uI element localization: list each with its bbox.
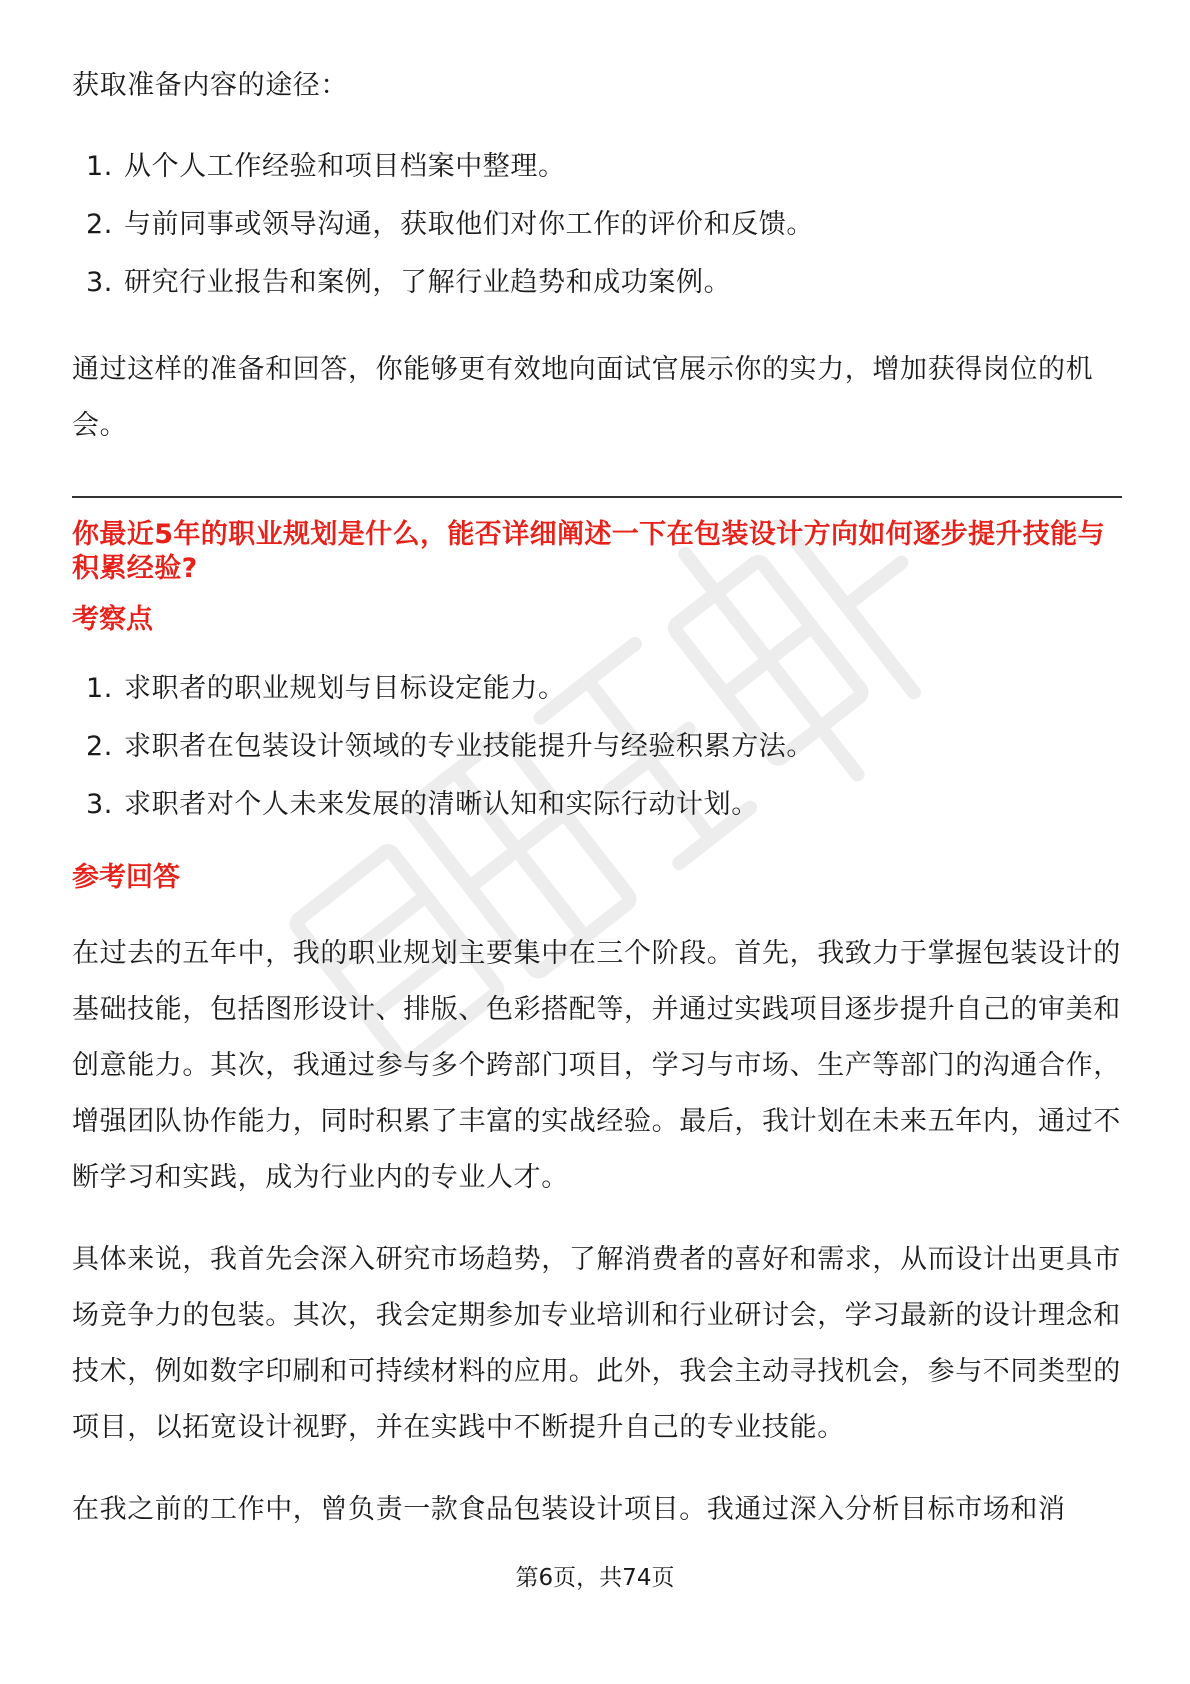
answer-paragraph: 在我之前的工作中，曾负责一款食品包装设计项目。我通过深入分析目标市场和消 (72, 1494, 1066, 1525)
focus-heading: 考察点 (72, 604, 153, 635)
focus-list (72, 660, 1122, 834)
list-item-number: 1. (86, 673, 113, 704)
list-item-text: 从个人工作经验和项目档案中整理。 (124, 151, 566, 182)
list-item (72, 718, 1122, 776)
list-item-text: 求职者对个人未来发展的清晰认知和实际行动计划。 (124, 789, 759, 820)
list-item (72, 196, 1122, 254)
intro-lead: 获取准备内容的途径： (72, 70, 348, 101)
list-item-number: 3. (86, 789, 113, 820)
list-item (72, 254, 1122, 312)
list-item-text: 求职者在包装设计领域的专业技能提升与经验积累方法。 (124, 731, 814, 762)
list-item-number: 1. (86, 151, 113, 182)
section-divider (72, 496, 1122, 498)
prep-sources-list (72, 138, 1122, 312)
answer-paragraph: 具体来说，我首先会深入研究市场趋势，了解消费者的喜好和需求，从而设计出更具市场竞争力的包装。其次，我会定期参加专业培训和行业研讨会，学习最新的设计理念和技术，例如数字印刷和可持续材料的应用。此外，我会主动寻找机会，参与不同类型的项目，以拓宽设计视野，并在实践中不断提升自己的专业技能。 (72, 1244, 1121, 1443)
list-item-text: 求职者的职业规划与目标设定能力。 (124, 673, 566, 704)
list-item-text: 研究行业报告和案例，了解行业趋势和成功案例。 (124, 267, 732, 298)
question-title: 你最近5年的职业规划是什么，能否详细阐述一下在包装设计方向如何逐步提升技能与积累经验? (72, 519, 1105, 584)
intro-closing: 通过这样的准备和回答，你能够更有效地向面试官展示你的实力，增加获得岗位的机会。 (72, 354, 1094, 441)
list-item-number: 3. (86, 267, 113, 298)
list-item (72, 660, 1122, 718)
list-item-number: 2. (86, 731, 113, 762)
list-item-text: 与前同事或领导沟通，获取他们对你工作的评价和反馈。 (124, 209, 814, 240)
answer-paragraph: 在过去的五年中，我的职业规划主要集中在三个阶段。首先，我致力于掌握包装设计的基础技能，包括图形设计、排版、色彩搭配等，并通过实践项目逐步提升自己的审美和创意能力。其次，我通过参与多个跨部门项目，学习与市场、生产等部门的沟通合作，增强团队协作能力，同时积累了丰富的实战经验。最后，我计划在未来五年内，通过不断学习和实践，成为行业内的专业人才。 (72, 938, 1121, 1193)
list-item (72, 138, 1122, 196)
list-item (72, 776, 1122, 834)
page-number: 第6页，共74页 (515, 1565, 675, 1591)
page-content (72, 58, 1122, 1538)
list-item-number: 2. (86, 209, 113, 240)
answer-heading: 参考回答 (72, 862, 180, 893)
